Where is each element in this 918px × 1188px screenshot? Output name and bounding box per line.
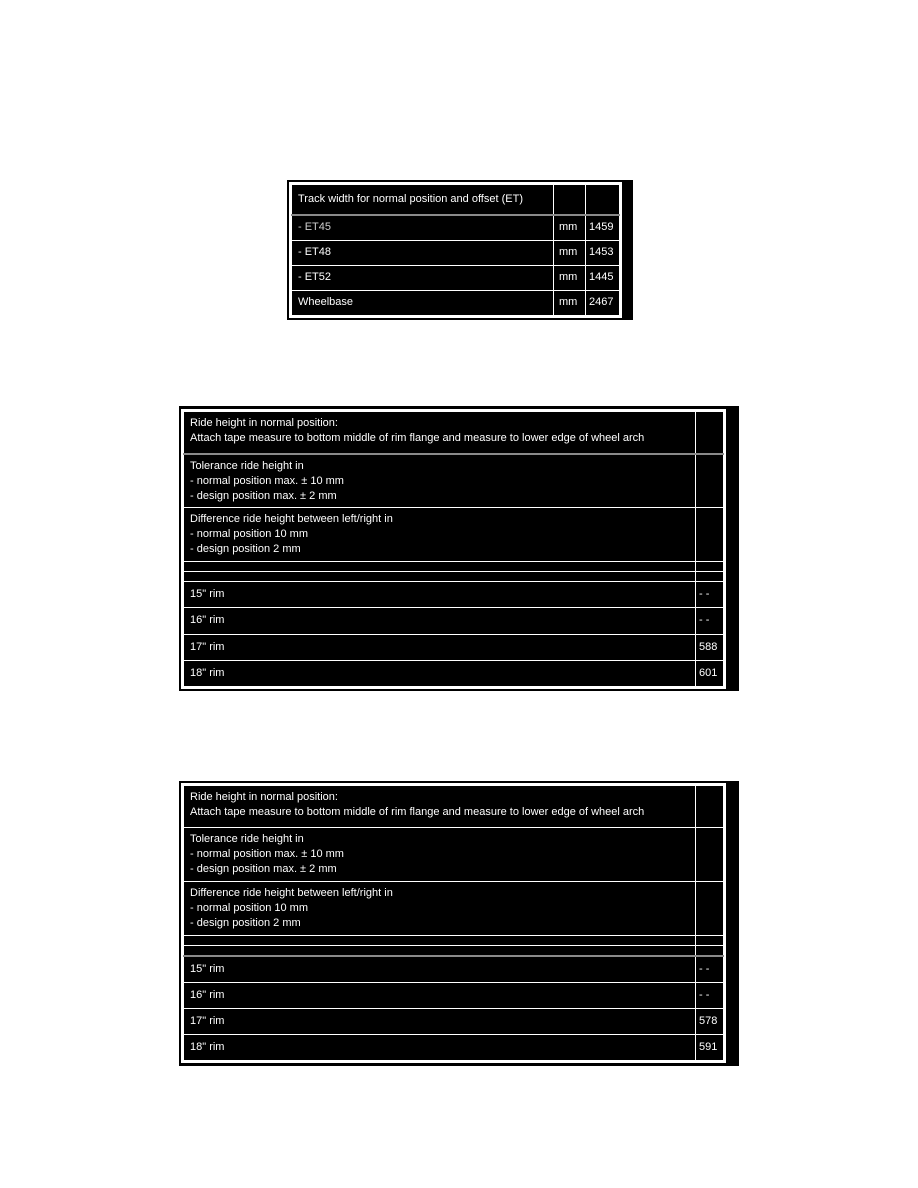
empty-cell [184, 572, 696, 582]
rim-label: 18" rim [184, 1034, 696, 1060]
tolerance-normal: - normal position max. ± 10 mm [190, 848, 344, 860]
empty-cell [696, 412, 724, 454]
table-row [184, 982, 724, 1008]
spacer-row [184, 936, 724, 946]
empty-cell [696, 454, 724, 508]
intro-title: Ride height in normal position: [190, 417, 338, 429]
tolerance-cell [184, 454, 696, 508]
intro-row [184, 786, 724, 828]
tolerance-title: Tolerance ride height in [190, 833, 304, 845]
tolerance-row [184, 454, 724, 508]
intro-cell [184, 412, 696, 454]
track-width-table [289, 182, 622, 318]
table-row [184, 608, 724, 634]
tolerance-normal: - normal position max. ± 10 mm [190, 474, 344, 487]
row-unit: mm [554, 215, 586, 241]
empty-cell [696, 882, 724, 936]
spacer-row [184, 562, 724, 572]
empty-cell [696, 946, 724, 956]
difference-design: - design position 2 mm [190, 917, 301, 929]
rim-label: 15" rim [184, 956, 696, 983]
difference-row [184, 508, 724, 562]
table-row [184, 956, 724, 983]
track-width-header: Track width for normal position and offset (ET) [292, 185, 554, 215]
rim-value: - - [696, 956, 724, 983]
difference-title: Difference ride height between left/right in [190, 513, 393, 525]
rim-label: 16" rim [184, 982, 696, 1008]
table-row [184, 582, 724, 608]
empty-cell [696, 936, 724, 946]
table-row [184, 660, 724, 686]
table-row [184, 1008, 724, 1034]
empty-cell [184, 946, 696, 956]
spacer-row [184, 572, 724, 582]
row-unit: mm [554, 240, 586, 265]
rim-label: 17" rim [184, 634, 696, 660]
intro-cell [184, 786, 696, 828]
spacer-row [184, 946, 724, 956]
rim-label: 17" rim [184, 1008, 696, 1034]
rim-value: - - [696, 608, 724, 634]
rim-value: 591 [696, 1034, 724, 1060]
difference-design: - design position 2 mm [190, 543, 301, 555]
table-row [292, 290, 620, 315]
empty-cell [696, 562, 724, 572]
rim-value: 578 [696, 1008, 724, 1034]
row-value: 1459 [586, 215, 620, 241]
tolerance-design: - design position max. ± 2 mm [190, 489, 337, 502]
row-unit: mm [554, 265, 586, 290]
empty-cell [586, 185, 620, 215]
rim-value: - - [696, 582, 724, 608]
tolerance-design: - design position max. ± 2 mm [190, 863, 337, 875]
tolerance-row [184, 828, 724, 882]
intro-instruction: Attach tape measure to bottom middle of rim flange and measure to lower edge of wheel arch [190, 432, 645, 444]
rim-label: 16" rim [184, 608, 696, 634]
empty-cell [184, 562, 696, 572]
row-label: Wheelbase [292, 290, 554, 315]
table-row [292, 265, 620, 290]
rim-label: 18" rim [184, 660, 696, 686]
table-row [292, 240, 620, 265]
row-unit: mm [554, 290, 586, 315]
table-row [292, 215, 620, 241]
ride-height-table-1 [181, 409, 726, 689]
table-header-row [292, 185, 620, 215]
intro-instruction: Attach tape measure to bottom middle of rim flange and measure to lower edge of wheel arch [190, 806, 645, 818]
row-label: - ET45 [292, 215, 554, 241]
difference-normal: - normal position 10 mm [190, 902, 308, 914]
row-value: 2467 [586, 290, 620, 315]
empty-cell [696, 572, 724, 582]
row-label: - ET48 [292, 240, 554, 265]
empty-cell [696, 828, 724, 882]
intro-title: Ride height in normal position: [190, 791, 338, 803]
table-row [184, 1034, 724, 1060]
row-value: 1445 [586, 265, 620, 290]
difference-normal: - normal position 10 mm [190, 528, 308, 540]
table-row [184, 634, 724, 660]
ride-height-table-2 [181, 783, 726, 1063]
rim-value: 601 [696, 660, 724, 686]
row-label: - ET52 [292, 265, 554, 290]
intro-row [184, 412, 724, 454]
empty-cell [184, 936, 696, 946]
tolerance-title: Tolerance ride height in [190, 459, 304, 472]
difference-row [184, 882, 724, 936]
empty-cell [696, 508, 724, 562]
rim-value: 588 [696, 634, 724, 660]
row-value: 1453 [586, 240, 620, 265]
empty-cell [554, 185, 586, 215]
rim-value: - - [696, 982, 724, 1008]
difference-cell [184, 508, 696, 562]
difference-cell [184, 882, 696, 936]
rim-label: 15" rim [184, 582, 696, 608]
empty-cell [696, 786, 724, 828]
difference-title: Difference ride height between left/right in [190, 887, 393, 899]
tolerance-cell [184, 828, 696, 882]
